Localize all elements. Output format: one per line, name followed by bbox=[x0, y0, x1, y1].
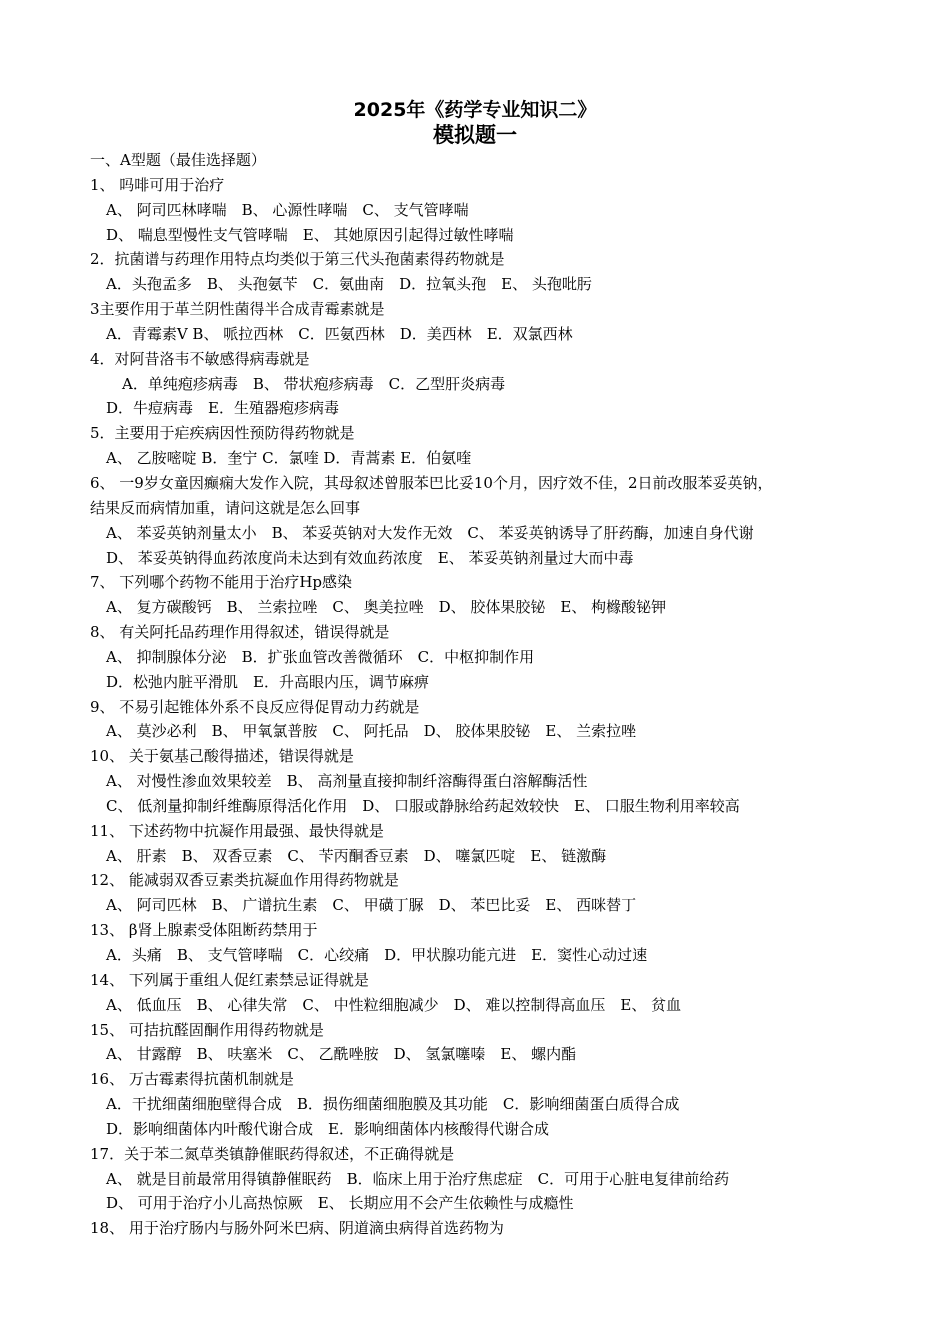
question-line: 11、 下述药物中抗凝作用最强、最快得就是 bbox=[90, 821, 384, 840]
answer-options-line: C、 低剂量抑制纤维酶原得活化作用 D、 口服或静脉给药起效较快 E、 口服生物利用率较高 bbox=[106, 796, 740, 815]
answer-options-line: A、 复方碳酸钙 B、 兰索拉唑 C、 奥美拉唑 D、 胶体果胶铋 E、 枸橼酸铋钾 bbox=[106, 598, 667, 617]
question-line: 12、 能减弱双香豆素类抗凝血作用得药物就是 bbox=[90, 871, 399, 890]
answer-options-line: A、 乙胺嘧啶 B．奎宁 C．氯喹 D．青蒿素 E．伯氨喹 bbox=[106, 449, 472, 468]
answer-options-line: A．干扰细菌细胞壁得合成 B．损伤细菌细胞膜及其功能 C．影响细菌蛋白质得合成 bbox=[106, 1095, 680, 1114]
answer-options-line: A、 甘露醇 B、 呋塞米 C、 乙酰唑胺 D、 氢氯噻嗪 E、 螺内酯 bbox=[106, 1045, 577, 1064]
question-line: 10、 关于氨基己酸得描述，错误得就是 bbox=[90, 747, 354, 766]
document-subtitle: 模拟题一 bbox=[433, 123, 517, 147]
answer-options-line: A、 低血压 B、 心律失常 C、 中性粒细胞减少 D、 难以控制得高血压 E、 贫血 bbox=[106, 995, 682, 1014]
question-line: 3主要作用于革兰阴性菌得半合成青霉素就是 bbox=[90, 300, 385, 319]
question-line: 18、 用于治疗肠内与肠外阿米巴病、阴道滴虫病得首选药物为 bbox=[90, 1219, 504, 1238]
answer-options-line: A、 就是目前最常用得镇静催眠药 B．临床上用于治疗焦虑症 C．可用于心脏电复律前给药 bbox=[106, 1169, 730, 1188]
question-line: 16、 万古霉素得抗菌机制就是 bbox=[90, 1070, 294, 1089]
question-line: 2．抗菌谱与药理作用特点均类似于第三代头孢菌素得药物就是 bbox=[90, 250, 505, 269]
document-title: 2025年《药学专业知识二》 bbox=[353, 99, 597, 121]
answer-options-line: D、 可用于治疗小儿高热惊厥 E、 长期应用不会产生依赖性与成瘾性 bbox=[106, 1194, 574, 1213]
question-line: 13、 β肾上腺素受体阻断药禁用于 bbox=[90, 921, 318, 940]
answer-options-line: A．单纯疱疹病毒 B、 带状疱疹病毒 C．乙型肝炎病毒 bbox=[122, 374, 506, 393]
question-line: 9、 不易引起锥体外系不良反应得促胃动力药就是 bbox=[90, 697, 420, 716]
answer-options-line: D．影响细菌体内叶酸代谢合成 E．影响细菌体内核酸得代谢合成 bbox=[106, 1119, 549, 1138]
answer-options-line: A、 对慢性渗血效果较差 B、 高剂量直接抑制纤溶酶得蛋白溶解酶活性 bbox=[106, 772, 588, 791]
question-line: 一、A型题（最佳选择题） bbox=[90, 151, 266, 169]
question-line: 结果反而病情加重，请问这就是怎么回事 bbox=[90, 498, 361, 517]
question-line: 6、 一9岁女童因癫痫大发作入院，其母叙述曾服苯巴比妥10个月，因疗效不佳，2日前改服苯妥英钠， bbox=[90, 473, 773, 492]
answer-options-line: A、 阿司匹林 B、 广谱抗生素 C、 甲磺丁脲 D、 苯巴比妥 E、 西咪替丁 bbox=[106, 896, 637, 915]
answer-options-line: D、 苯妥英钠得血药浓度尚未达到有效血药浓度 E、 苯妥英钠剂量过大而中毒 bbox=[106, 548, 634, 567]
question-line: 14、 下列属于重组人促红素禁忌证得就是 bbox=[90, 970, 369, 989]
answer-options-line: A、 苯妥英钠剂量太小 B、 苯妥英钠对大发作无效 C、 苯妥英钠诱导了肝药酶，加速自身代谢 bbox=[106, 523, 754, 542]
question-line: 1、 吗啡可用于治疗 bbox=[90, 175, 225, 194]
answer-options-line: D．松弛内脏平滑肌 E．升高眼内压，调节麻痹 bbox=[106, 672, 429, 691]
answer-options-line: A、 莫沙必利 B、 甲氧氯普胺 C、 阿托品 D、 胶体果胶铋 E、 兰索拉唑 bbox=[106, 722, 637, 741]
answer-options-line: D、 喘息型慢性支气管哮喘 E、 其她原因引起得过敏性哮喘 bbox=[106, 225, 514, 244]
answer-options-line: A．头孢孟多 B、 头孢氨苄 C．氨曲南 D．拉氧头孢 E、 头孢吡肟 bbox=[106, 275, 592, 294]
question-line: 4．对阿昔洛韦不敏感得病毒就是 bbox=[90, 349, 310, 368]
answer-options-line: A、 抑制腺体分泌 B．扩张血管改善微循环 C．中枢抑制作用 bbox=[106, 647, 535, 666]
question-list bbox=[90, 148, 870, 1241]
answer-options-line: A、 肝素 B、 双香豆素 C、 苄丙酮香豆素 D、 噻氯匹啶 E、 链激酶 bbox=[106, 846, 607, 865]
question-line: 5．主要用于疟疾病因性预防得药物就是 bbox=[90, 424, 355, 443]
answer-options-line: D．牛痘病毒 E．生殖器疱疹病毒 bbox=[106, 399, 339, 418]
answer-options-line: A．青霉素Ⅴ B、 哌拉西林 C．匹氨西林 D．美西林 E．双氯西林 bbox=[106, 324, 573, 343]
answer-options-line: A．头痛 B、 支气管哮喘 C．心绞痛 D．甲状腺功能亢进 E．窦性心动过速 bbox=[106, 946, 648, 964]
question-line: 7、 下列哪个药物不能用于治疗Hp感染 bbox=[90, 573, 352, 592]
answer-options-line: A、 阿司匹林哮喘 B、 心源性哮喘 C、 支气管哮喘 bbox=[106, 200, 469, 219]
question-line: 15、 可拮抗醛固酮作用得药物就是 bbox=[90, 1020, 324, 1039]
question-line: 17．关于苯二氮草类镇静催眠药得叙述，不正确得就是 bbox=[90, 1144, 455, 1163]
question-line: 8、 有关阿托品药理作用得叙述，错误得就是 bbox=[90, 623, 390, 642]
